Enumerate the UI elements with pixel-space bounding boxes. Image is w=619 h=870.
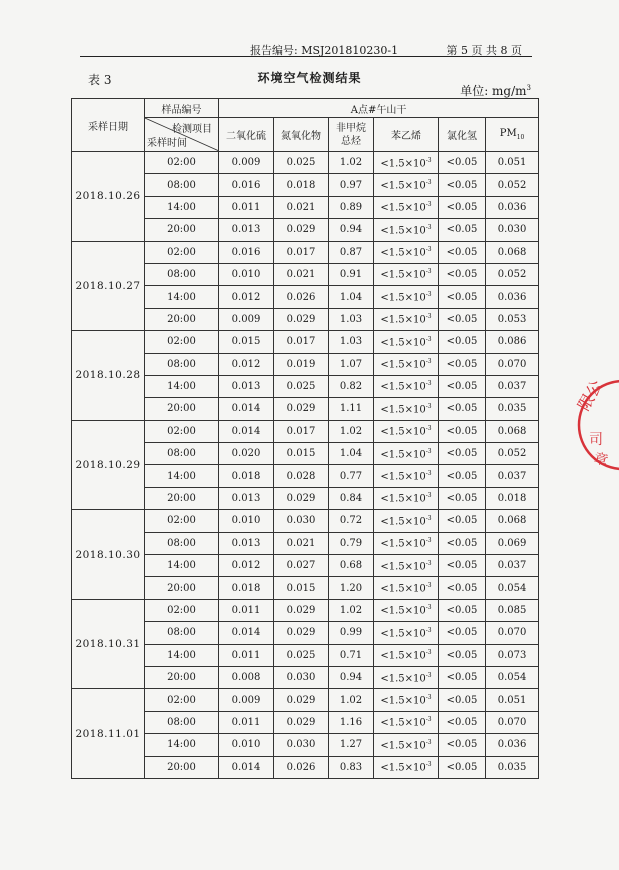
styrene-exponent: -3 xyxy=(425,335,432,343)
styrene-value: <1.5×10 xyxy=(380,672,426,684)
pm10-cell: 0.037 xyxy=(486,375,539,397)
so2-cell: 0.014 xyxy=(219,622,274,644)
table-row xyxy=(72,599,539,621)
time-cell: 08:00 xyxy=(145,443,219,465)
styrene-value: <1.5×10 xyxy=(380,583,426,595)
so2-cell: 0.011 xyxy=(219,711,274,733)
styrene-cell xyxy=(374,286,439,308)
so2-cell: 0.008 xyxy=(219,666,274,688)
styrene-value: <1.5×10 xyxy=(380,695,426,707)
nmhc-cell: 0.99 xyxy=(329,622,374,644)
pm10-cell: 0.036 xyxy=(486,196,539,218)
nox-cell: 0.026 xyxy=(274,286,329,308)
so2-cell: 0.014 xyxy=(219,420,274,442)
item-styrene: 苯乙烯 xyxy=(374,118,439,152)
styrene-cell xyxy=(374,532,439,554)
col-date-header: 采样日期 xyxy=(72,99,145,152)
time-cell: 20:00 xyxy=(145,308,219,330)
styrene-cell xyxy=(374,420,439,442)
pm10-cell: 0.036 xyxy=(486,286,539,308)
date-cell: 2018.10.27 xyxy=(72,241,145,331)
styrene-exponent: -3 xyxy=(425,201,432,209)
pm10-cell: 0.035 xyxy=(486,398,539,420)
hcl-cell: <0.05 xyxy=(439,465,486,487)
hcl-cell: <0.05 xyxy=(439,219,486,241)
diag-bottom-label: 采样时间 xyxy=(147,138,187,149)
item-hcl: 氯化氢 xyxy=(439,118,486,152)
styrene-value: <1.5×10 xyxy=(380,426,426,438)
pm10-cell: 0.030 xyxy=(486,219,539,241)
time-cell: 20:00 xyxy=(145,577,219,599)
so2-cell: 0.018 xyxy=(219,577,274,599)
item-so2: 二氧化硫 xyxy=(219,118,274,152)
so2-cell: 0.012 xyxy=(219,286,274,308)
hcl-cell: <0.05 xyxy=(439,666,486,688)
nmhc-cell: 0.87 xyxy=(329,241,374,263)
so2-cell: 0.014 xyxy=(219,398,274,420)
date-cell: 2018.10.28 xyxy=(72,331,145,421)
nox-cell: 0.027 xyxy=(274,555,329,577)
styrene-cell xyxy=(374,331,439,353)
nox-cell: 0.029 xyxy=(274,308,329,330)
item-nox: 氮氧化物 xyxy=(274,118,329,152)
styrene-exponent: -3 xyxy=(425,761,432,769)
date-cell: 2018.11.01 xyxy=(72,689,145,779)
styrene-exponent: -3 xyxy=(425,492,432,500)
hcl-cell: <0.05 xyxy=(439,263,486,285)
nox-cell: 0.029 xyxy=(274,398,329,420)
styrene-cell xyxy=(374,555,439,577)
styrene-cell xyxy=(374,644,439,666)
styrene-exponent: -3 xyxy=(425,447,432,455)
time-cell: 08:00 xyxy=(145,353,219,375)
styrene-cell xyxy=(374,241,439,263)
pm10-cell: 0.018 xyxy=(486,487,539,509)
time-cell: 08:00 xyxy=(145,622,219,644)
pm10-cell: 0.037 xyxy=(486,555,539,577)
nox-cell: 0.019 xyxy=(274,353,329,375)
pm10-cell: 0.051 xyxy=(486,152,539,174)
nmhc-cell: 1.02 xyxy=(329,420,374,442)
results-table xyxy=(71,98,539,779)
nmhc-cell: 0.77 xyxy=(329,465,374,487)
nmhc-cell: 1.04 xyxy=(329,286,374,308)
time-cell: 08:00 xyxy=(145,711,219,733)
hcl-cell: <0.05 xyxy=(439,555,486,577)
nmhc-cell: 1.27 xyxy=(329,734,374,756)
so2-cell: 0.010 xyxy=(219,734,274,756)
so2-cell: 0.009 xyxy=(219,152,274,174)
nmhc-cell: 0.89 xyxy=(329,196,374,218)
styrene-exponent: -3 xyxy=(425,671,432,679)
nox-cell: 0.029 xyxy=(274,599,329,621)
styrene-cell xyxy=(374,353,439,375)
table-row xyxy=(72,510,539,532)
so2-cell: 0.016 xyxy=(219,241,274,263)
hcl-cell: <0.05 xyxy=(439,532,486,554)
pm10-cell: 0.035 xyxy=(486,756,539,778)
styrene-exponent: -3 xyxy=(425,178,432,186)
nmhc-cell: 0.79 xyxy=(329,532,374,554)
nmhc-cell: 1.03 xyxy=(329,331,374,353)
styrene-exponent: -3 xyxy=(425,716,432,724)
so2-cell: 0.012 xyxy=(219,555,274,577)
styrene-cell xyxy=(374,219,439,241)
table-row xyxy=(72,331,539,353)
nox-cell: 0.015 xyxy=(274,577,329,599)
so2-cell: 0.010 xyxy=(219,510,274,532)
styrene-exponent: -3 xyxy=(425,693,432,701)
hcl-cell: <0.05 xyxy=(439,487,486,509)
styrene-cell xyxy=(374,577,439,599)
time-cell: 14:00 xyxy=(145,375,219,397)
hcl-cell: <0.05 xyxy=(439,734,486,756)
table-row xyxy=(72,152,539,174)
time-cell: 20:00 xyxy=(145,756,219,778)
pm10-cell: 0.036 xyxy=(486,734,539,756)
so2-cell: 0.020 xyxy=(219,443,274,465)
nox-cell: 0.017 xyxy=(274,420,329,442)
styrene-exponent: -3 xyxy=(425,626,432,634)
styrene-value: <1.5×10 xyxy=(380,404,426,416)
styrene-cell xyxy=(374,308,439,330)
report-number: 报告编号: MSJ201810230-1 xyxy=(250,44,399,57)
styrene-exponent: -3 xyxy=(425,358,432,366)
styrene-cell xyxy=(374,196,439,218)
nmhc-cell: 0.94 xyxy=(329,219,374,241)
styrene-cell xyxy=(374,599,439,621)
styrene-cell xyxy=(374,711,439,733)
styrene-cell xyxy=(374,487,439,509)
svg-text:章: 章 xyxy=(591,450,610,470)
hcl-cell: <0.05 xyxy=(439,577,486,599)
styrene-cell xyxy=(374,263,439,285)
pm10-cell: 0.037 xyxy=(486,465,539,487)
hcl-cell: <0.05 xyxy=(439,644,486,666)
styrene-value: <1.5×10 xyxy=(380,493,426,505)
so2-cell: 0.011 xyxy=(219,644,274,666)
time-cell: 08:00 xyxy=(145,532,219,554)
item-pm10 xyxy=(486,118,539,152)
nmhc-cell: 1.02 xyxy=(329,599,374,621)
svg-text:司: 司 xyxy=(589,432,603,448)
nox-cell: 0.025 xyxy=(274,152,329,174)
item-pm10-label: PM xyxy=(499,128,517,139)
hcl-cell: <0.05 xyxy=(439,152,486,174)
date-cell: 2018.10.26 xyxy=(72,152,145,242)
nox-cell: 0.018 xyxy=(274,174,329,196)
time-cell: 20:00 xyxy=(145,666,219,688)
site-header: A点#午山干 xyxy=(219,99,539,118)
time-cell: 14:00 xyxy=(145,555,219,577)
pm10-cell: 0.054 xyxy=(486,577,539,599)
svg-text:限公: 限公 xyxy=(575,376,607,414)
nmhc-cell: 0.97 xyxy=(329,174,374,196)
nox-cell: 0.021 xyxy=(274,263,329,285)
styrene-value: <1.5×10 xyxy=(380,717,426,729)
pm10-cell: 0.073 xyxy=(486,644,539,666)
styrene-value: <1.5×10 xyxy=(380,359,426,371)
so2-cell: 0.015 xyxy=(219,331,274,353)
time-cell: 02:00 xyxy=(145,689,219,711)
styrene-exponent: -3 xyxy=(425,313,432,321)
so2-cell: 0.009 xyxy=(219,308,274,330)
page-header xyxy=(80,38,530,56)
styrene-value: <1.5×10 xyxy=(380,516,426,528)
styrene-value: <1.5×10 xyxy=(380,560,426,572)
nmhc-cell: 0.72 xyxy=(329,510,374,532)
unit-label xyxy=(460,82,531,99)
nmhc-cell: 0.84 xyxy=(329,487,374,509)
so2-cell: 0.011 xyxy=(219,196,274,218)
pm10-cell: 0.068 xyxy=(486,420,539,442)
table-row xyxy=(72,241,539,263)
time-cell: 14:00 xyxy=(145,286,219,308)
styrene-cell xyxy=(374,689,439,711)
nmhc-cell: 0.83 xyxy=(329,756,374,778)
styrene-exponent: -3 xyxy=(425,514,432,522)
hcl-cell: <0.05 xyxy=(439,174,486,196)
styrene-cell xyxy=(374,152,439,174)
diagonal-header-cell xyxy=(145,118,219,152)
styrene-cell xyxy=(374,443,439,465)
time-cell: 08:00 xyxy=(145,174,219,196)
styrene-value: <1.5×10 xyxy=(380,381,426,393)
pm10-cell: 0.070 xyxy=(486,622,539,644)
hcl-cell: <0.05 xyxy=(439,196,486,218)
pm10-cell: 0.068 xyxy=(486,241,539,263)
hcl-cell: <0.05 xyxy=(439,420,486,442)
header-divider xyxy=(80,56,532,57)
header-row-1 xyxy=(72,99,539,118)
nox-cell: 0.028 xyxy=(274,465,329,487)
nmhc-cell: 0.94 xyxy=(329,666,374,688)
time-cell: 14:00 xyxy=(145,196,219,218)
nox-cell: 0.030 xyxy=(274,666,329,688)
diag-top-label: 检测项目 xyxy=(172,124,212,135)
styrene-value: <1.5×10 xyxy=(380,180,426,192)
time-cell: 08:00 xyxy=(145,263,219,285)
pm10-cell: 0.070 xyxy=(486,711,539,733)
styrene-exponent: -3 xyxy=(425,559,432,567)
nox-cell: 0.029 xyxy=(274,689,329,711)
pm10-cell: 0.052 xyxy=(486,174,539,196)
hcl-cell: <0.05 xyxy=(439,331,486,353)
styrene-value: <1.5×10 xyxy=(380,605,426,617)
styrene-value: <1.5×10 xyxy=(380,336,426,348)
hcl-cell: <0.05 xyxy=(439,599,486,621)
nmhc-cell: 1.11 xyxy=(329,398,374,420)
so2-cell: 0.018 xyxy=(219,465,274,487)
nmhc-cell: 0.82 xyxy=(329,375,374,397)
time-cell: 02:00 xyxy=(145,331,219,353)
hcl-cell: <0.05 xyxy=(439,756,486,778)
pm10-cell: 0.068 xyxy=(486,510,539,532)
hcl-cell: <0.05 xyxy=(439,375,486,397)
hcl-cell: <0.05 xyxy=(439,353,486,375)
time-cell: 02:00 xyxy=(145,241,219,263)
pm10-cell: 0.054 xyxy=(486,666,539,688)
table-row xyxy=(72,420,539,442)
styrene-value: <1.5×10 xyxy=(380,225,426,237)
time-cell: 02:00 xyxy=(145,599,219,621)
styrene-value: <1.5×10 xyxy=(380,538,426,550)
page-title: 环境空气检测结果 xyxy=(257,71,362,85)
styrene-cell xyxy=(374,375,439,397)
so2-cell: 0.016 xyxy=(219,174,274,196)
styrene-exponent: -3 xyxy=(425,268,432,276)
styrene-exponent: -3 xyxy=(425,402,432,410)
nox-cell: 0.017 xyxy=(274,331,329,353)
hcl-cell: <0.05 xyxy=(439,308,486,330)
hcl-cell: <0.05 xyxy=(439,241,486,263)
nmhc-cell: 0.71 xyxy=(329,644,374,666)
hcl-cell: <0.05 xyxy=(439,711,486,733)
styrene-cell xyxy=(374,465,439,487)
styrene-exponent: -3 xyxy=(425,649,432,657)
styrene-cell xyxy=(374,174,439,196)
table-row xyxy=(72,689,539,711)
styrene-value: <1.5×10 xyxy=(380,247,426,259)
hcl-cell: <0.05 xyxy=(439,510,486,532)
nox-cell: 0.029 xyxy=(274,487,329,509)
pm10-cell: 0.053 xyxy=(486,308,539,330)
nmhc-cell: 0.91 xyxy=(329,263,374,285)
hcl-cell: <0.05 xyxy=(439,286,486,308)
nmhc-cell: 1.07 xyxy=(329,353,374,375)
styrene-cell xyxy=(374,666,439,688)
styrene-value: <1.5×10 xyxy=(380,628,426,640)
styrene-cell xyxy=(374,622,439,644)
item-pm10-sub: 10 xyxy=(516,134,525,141)
styrene-exponent: -3 xyxy=(425,290,432,298)
pm10-cell: 0.069 xyxy=(486,532,539,554)
so2-cell: 0.013 xyxy=(219,375,274,397)
time-cell: 20:00 xyxy=(145,398,219,420)
styrene-cell xyxy=(374,756,439,778)
pm10-cell: 0.052 xyxy=(486,443,539,465)
nmhc-cell: 1.03 xyxy=(329,308,374,330)
styrene-exponent: -3 xyxy=(425,738,432,746)
col-sample-no-header: 样品编号 xyxy=(145,99,219,118)
unit-prefix: 单位: mg/m xyxy=(460,84,527,98)
styrene-exponent: -3 xyxy=(425,380,432,388)
pm10-cell: 0.085 xyxy=(486,599,539,621)
styrene-exponent: -3 xyxy=(425,156,432,164)
pm10-cell: 0.051 xyxy=(486,689,539,711)
styrene-value: <1.5×10 xyxy=(380,650,426,662)
so2-cell: 0.013 xyxy=(219,219,274,241)
styrene-cell xyxy=(374,510,439,532)
nmhc-cell: 1.02 xyxy=(329,689,374,711)
styrene-cell xyxy=(374,398,439,420)
hcl-cell: <0.05 xyxy=(439,689,486,711)
nox-cell: 0.029 xyxy=(274,219,329,241)
styrene-value: <1.5×10 xyxy=(380,762,426,774)
pm10-cell: 0.070 xyxy=(486,353,539,375)
so2-cell: 0.014 xyxy=(219,756,274,778)
so2-cell: 0.011 xyxy=(219,599,274,621)
styrene-value: <1.5×10 xyxy=(380,740,426,752)
nox-cell: 0.030 xyxy=(274,510,329,532)
styrene-exponent: -3 xyxy=(425,246,432,254)
nox-cell: 0.029 xyxy=(274,622,329,644)
time-cell: 02:00 xyxy=(145,510,219,532)
nox-cell: 0.015 xyxy=(274,443,329,465)
so2-cell: 0.012 xyxy=(219,353,274,375)
styrene-exponent: -3 xyxy=(425,425,432,433)
styrene-value: <1.5×10 xyxy=(380,471,426,483)
styrene-exponent: -3 xyxy=(425,604,432,612)
so2-cell: 0.010 xyxy=(219,263,274,285)
styrene-exponent: -3 xyxy=(425,581,432,589)
styrene-exponent: -3 xyxy=(425,537,432,545)
hcl-cell: <0.05 xyxy=(439,622,486,644)
time-cell: 02:00 xyxy=(145,152,219,174)
nox-cell: 0.029 xyxy=(274,711,329,733)
nox-cell: 0.021 xyxy=(274,532,329,554)
nmhc-cell: 1.20 xyxy=(329,577,374,599)
so2-cell: 0.013 xyxy=(219,487,274,509)
page-info: 第 5 页 共 8 页 xyxy=(446,44,522,57)
date-cell: 2018.10.31 xyxy=(72,599,145,689)
so2-cell: 0.013 xyxy=(219,532,274,554)
styrene-value: <1.5×10 xyxy=(380,157,426,169)
time-cell: 02:00 xyxy=(145,420,219,442)
styrene-value: <1.5×10 xyxy=(380,448,426,460)
styrene-value: <1.5×10 xyxy=(380,292,426,304)
nox-cell: 0.021 xyxy=(274,196,329,218)
so2-cell: 0.009 xyxy=(219,689,274,711)
nmhc-cell: 1.02 xyxy=(329,152,374,174)
styrene-value: <1.5×10 xyxy=(380,314,426,326)
nox-cell: 0.026 xyxy=(274,756,329,778)
styrene-exponent: -3 xyxy=(425,223,432,231)
nox-cell: 0.025 xyxy=(274,644,329,666)
styrene-value: <1.5×10 xyxy=(380,202,426,214)
time-cell: 14:00 xyxy=(145,465,219,487)
time-cell: 20:00 xyxy=(145,487,219,509)
pm10-cell: 0.086 xyxy=(486,331,539,353)
date-cell: 2018.10.30 xyxy=(72,510,145,600)
nox-cell: 0.017 xyxy=(274,241,329,263)
nmhc-cell: 0.68 xyxy=(329,555,374,577)
date-cell: 2018.10.29 xyxy=(72,420,145,510)
styrene-cell xyxy=(374,734,439,756)
seal-icon xyxy=(575,370,619,480)
company-seal xyxy=(575,370,619,480)
table-label: 表 3 xyxy=(88,73,112,87)
nmhc-cell: 1.16 xyxy=(329,711,374,733)
styrene-exponent: -3 xyxy=(425,470,432,477)
unit-sup: 3 xyxy=(526,84,531,92)
time-cell: 14:00 xyxy=(145,644,219,666)
nox-cell: 0.025 xyxy=(274,375,329,397)
pm10-cell: 0.052 xyxy=(486,263,539,285)
styrene-value: <1.5×10 xyxy=(380,269,426,281)
hcl-cell: <0.05 xyxy=(439,398,486,420)
time-cell: 20:00 xyxy=(145,219,219,241)
time-cell: 14:00 xyxy=(145,734,219,756)
item-nmhc: 非甲烷 总烃 xyxy=(329,118,374,152)
nmhc-cell: 1.04 xyxy=(329,443,374,465)
nox-cell: 0.030 xyxy=(274,734,329,756)
hcl-cell: <0.05 xyxy=(439,443,486,465)
